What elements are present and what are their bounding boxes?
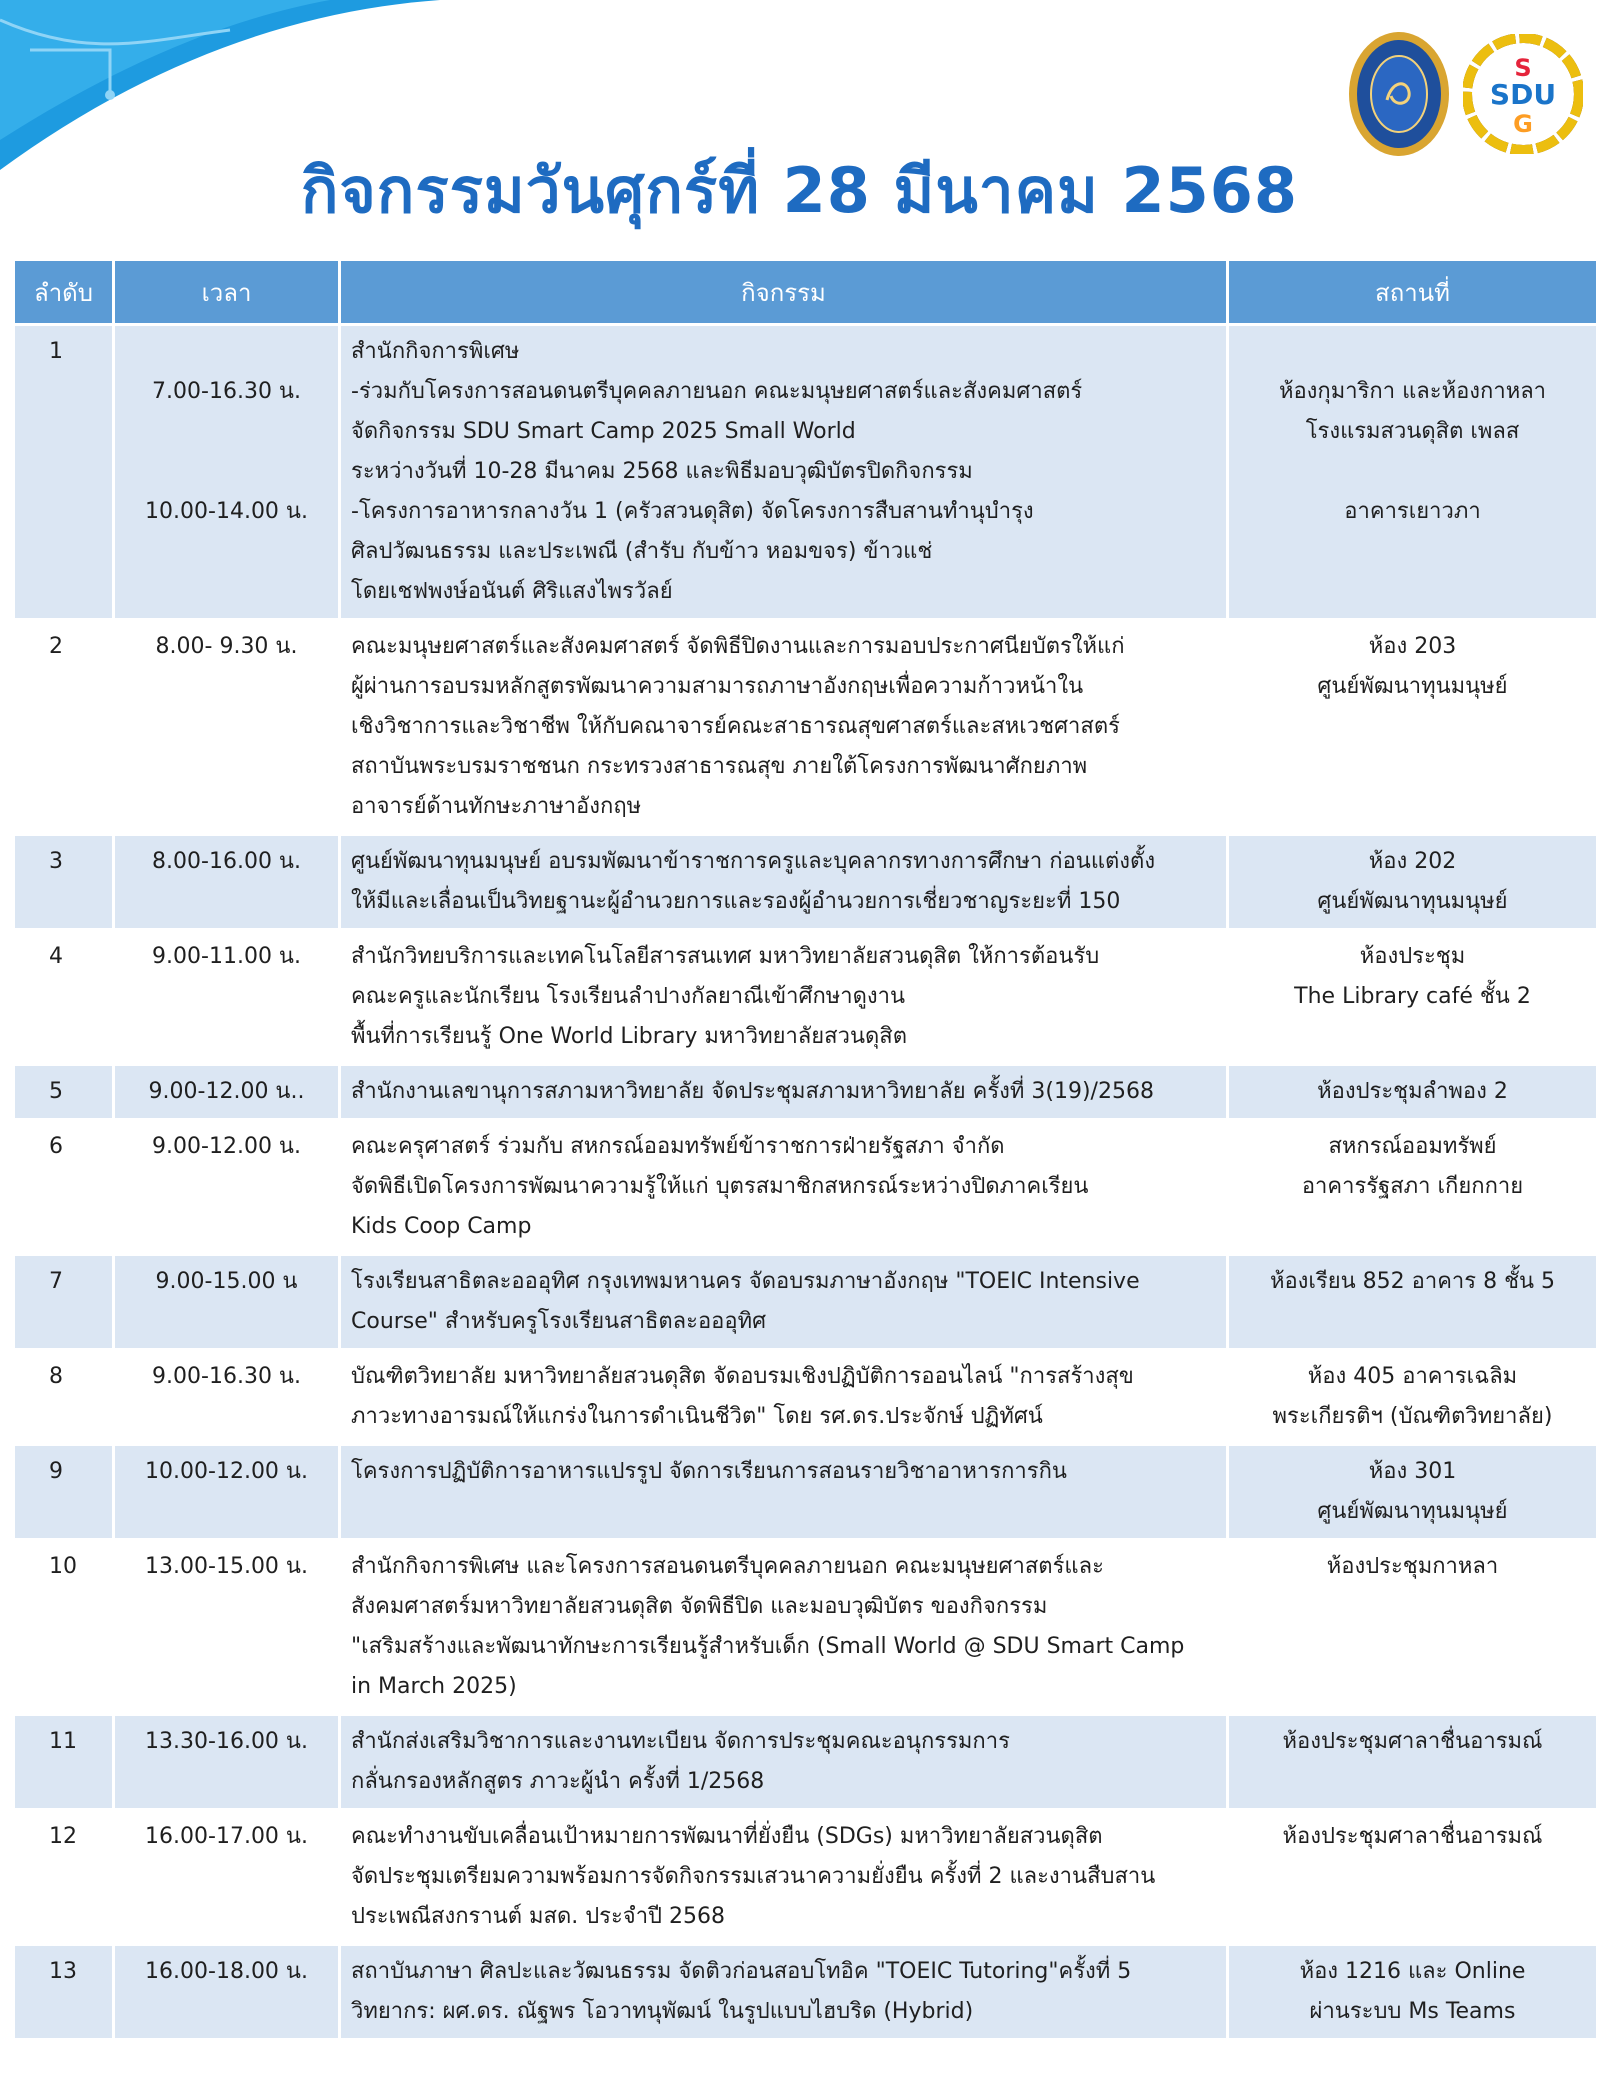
activity-cell-line: กลั่นกรองหลักสูตร ภาวะผู้นำ ครั้งที่ 1/2568: [351, 1769, 765, 1794]
table-row: [15, 621, 1596, 833]
place-cell-line: ห้อง 301: [1368, 1459, 1457, 1484]
table-row: [15, 1446, 1596, 1538]
schedule-table: [12, 258, 1599, 2041]
time-cell-line: 16.00-17.00 น.: [145, 1824, 308, 1849]
university-seal-icon: [1347, 30, 1451, 158]
activity-cell: [341, 1066, 1226, 1118]
activity-cell: [341, 1541, 1226, 1713]
activity-cell-line: ให้มีและเลื่อนเป็นวิทยฐานะผู้อำนวยการและรองผู้อำนวยการเชี่ยวชาญระยะที่ 150: [351, 889, 1121, 914]
activity-cell-line: สำนักส่งเสริมวิชาการและงานทะเบียน จัดการประชุมคณะอนุกรรมการ: [351, 1729, 1010, 1754]
time-cell: [115, 1946, 338, 2038]
activity-cell-line: พื้นที่การเรียนรู้ One World Library มหาวิทยาลัยสวนดุสิต: [351, 1024, 908, 1049]
page-title: กิจกรรมวันศุกร์ที่ 28 มีนาคม 2568: [300, 154, 1299, 227]
activity-cell-line: จัดประชุมเตรียมความพร้อมการจัดกิจกรรมเสวนาความยั่งยืน ครั้งที่ 2 และงานสืบสาน: [351, 1864, 1156, 1889]
time-cell: [115, 1256, 338, 1348]
activity-cell-line: คณะครูและนักเรียน โรงเรียนลำปางกัลยาณีเข้าศึกษาดูงาน: [351, 984, 906, 1009]
place-cell: [1229, 1446, 1596, 1538]
place-cell: [1229, 1811, 1596, 1943]
activity-cell: [341, 1716, 1226, 1808]
place-cell-line: ห้องประชุมศาลาชื่นอารมณ์: [1282, 1729, 1543, 1754]
place-cell-line: ศูนย์พัฒนาทุนมนุษย์: [1317, 889, 1508, 914]
schedule-table-wrapper: [12, 258, 1587, 2041]
row-number: 6: [15, 1121, 112, 1253]
time-cell-line: 9.00-15.00 น: [155, 1269, 298, 1294]
activity-cell-line: -โครงการอาหารกลางวัน 1 (ครัวสวนดุสิต) จัดโครงการสืบสานทำนุบำรุง: [351, 499, 1034, 524]
activity-cell-line: บัณฑิตวิทยาลัย มหาวิทยาลัยสวนดุสิต จัดอบรมเชิงปฏิบัติการออนไลน์ "การสร้างสุข: [351, 1364, 1134, 1389]
place-cell-line: สหกรณ์ออมทรัพย์: [1328, 1134, 1497, 1159]
table-row: [15, 1946, 1596, 2038]
row-number: 9: [15, 1446, 112, 1538]
activity-cell-line: อาจารย์ด้านทักษะภาษาอังกฤษ: [351, 794, 642, 819]
table-row: [15, 1121, 1596, 1253]
header-activity: กิจกรรม: [341, 261, 1226, 323]
place-cell-line: ศูนย์พัฒนาทุนมนุษย์: [1317, 674, 1508, 699]
sdu-logo-sdu: SDU: [1489, 78, 1557, 111]
row-number: 12: [15, 1811, 112, 1943]
time-cell-line: 10.00-12.00 น.: [145, 1459, 308, 1484]
activity-cell-line: Course" สำหรับครูโรงเรียนสาธิตละอออุทิศ: [351, 1309, 767, 1334]
header-no: ลำดับ: [15, 261, 112, 323]
activity-cell-line: ผู้ผ่านการอบรมหลักสูตรพัฒนาความสามารถภาษาอังกฤษเพื่อความก้าวหน้าใน: [351, 674, 1084, 699]
time-cell: [115, 1541, 338, 1713]
activity-cell-line: โรงเรียนสาธิตละอออุทิศ กรุงเทพมหานคร จัดอบรมภาษาอังกฤษ "TOEIC Intensive: [351, 1269, 1140, 1294]
table-row: [15, 1066, 1596, 1118]
header-time: เวลา: [115, 261, 338, 323]
row-number: 10: [15, 1541, 112, 1713]
row-number: 3: [15, 836, 112, 928]
activity-cell-line: สถาบันภาษา ศิลปะและวัฒนธรรม จัดติวก่อนสอบโทอิค "TOEIC Tutoring"ครั้งที่ 5: [351, 1959, 1132, 1984]
activity-cell: [341, 1946, 1226, 2038]
place-cell-line: [1239, 332, 1586, 372]
place-cell: [1229, 621, 1596, 833]
activity-cell: [341, 1351, 1226, 1443]
activity-cell-line: จัดกิจกรรม SDU Smart Camp 2025 Small World: [351, 419, 856, 444]
table-row: [15, 1351, 1596, 1443]
row-number: 5: [15, 1066, 112, 1118]
activity-cell-line: วิทยากร: ผศ.ดร. ณัฐพร โอวาทนุพัฒน์ ในรูปแบบไฮบริด (Hybrid): [351, 1999, 974, 2024]
activity-cell-line: ศิลปวัฒนธรรม และประเพณี (สำรับ กับข้าว หอมขจร) ข้าวแช่: [351, 539, 933, 564]
row-number: 4: [15, 931, 112, 1063]
header-place: สถานที่: [1229, 261, 1596, 323]
place-cell-line: [1239, 452, 1586, 492]
time-cell-line: 13.30-16.00 น.: [145, 1729, 308, 1754]
table-row: [15, 1256, 1596, 1348]
place-cell-line: ศูนย์พัฒนาทุนมนุษย์: [1317, 1499, 1508, 1524]
time-cell-line: 9.00-11.00 น.: [152, 944, 301, 969]
place-cell: [1229, 1946, 1596, 2038]
activity-cell-line: โดยเชฟพงษ์อนันต์ ศิริแสงไพรวัลย์: [351, 579, 673, 604]
time-cell-line: 7.00-16.30 น.: [152, 379, 301, 404]
place-cell-line: ห้องประชุมกาหลา: [1326, 1554, 1499, 1579]
time-cell-line: 8.00- 9.30 น.: [155, 634, 298, 659]
table-row: [15, 1716, 1596, 1808]
place-cell: [1229, 326, 1596, 618]
place-cell-line: ห้อง 405 อาคารเฉลิม: [1307, 1364, 1518, 1389]
place-cell-line: ห้องกุมาริกา และห้องกาหลา: [1278, 379, 1547, 404]
activity-cell-line: คณะทำงานขับเคลื่อนเป้าหมายการพัฒนาที่ยั่งยืน (SDGs) มหาวิทยาลัยสวนดุสิต: [351, 1824, 1103, 1849]
place-cell-line: ห้องประชุมศาลาชื่นอารมณ์: [1282, 1824, 1543, 1849]
activity-cell-line: สำนักกิจการพิเศษ และโครงการสอนดนตรีบุคคลภายนอก คณะมนุษยศาสตร์และ: [351, 1554, 1104, 1579]
activity-cell-line: ประเพณีสงกรานต์ มสด. ประจำปี 2568: [351, 1904, 725, 1929]
place-cell: [1229, 1256, 1596, 1348]
time-cell-line: 9.00-16.30 น.: [152, 1364, 301, 1389]
place-cell-line: โรงแรมสวนดุสิต เพลส: [1305, 419, 1520, 444]
place-cell-line: ห้อง 202: [1368, 849, 1457, 874]
place-cell-line: อาคารเยาวภา: [1344, 499, 1481, 524]
row-number: 7: [15, 1256, 112, 1348]
activity-cell-line: เชิงวิชาการและวิชาชีพ ให้กับคณาจารย์คณะสาธารณสุขศาสตร์และสหเวชศาสตร์: [351, 714, 1120, 739]
time-cell-line: 9.00-12.00 น..: [148, 1079, 305, 1104]
place-cell-line: ผ่านระบบ Ms Teams: [1309, 1999, 1516, 2024]
activity-cell-line: สถาบันพระบรมราชชนก กระทรวงสาธารณสุข ภายใต้โครงการพัฒนาศักยภาพ: [351, 754, 1088, 779]
activity-cell-line: ระหว่างวันที่ 10-28 มีนาคม 2568 และพิธีมอบวุฒิบัตรปิดกิจกรรม: [351, 459, 973, 484]
activity-cell-line: "เสริมสร้างและพัฒนาทักษะการเรียนรู้สำหรับเด็ก (Small World @ SDU Smart Camp: [351, 1634, 1185, 1659]
activity-cell-line: คณะครุศาสตร์ ร่วมกับ สหกรณ์ออมทรัพย์ข้าราชการฝ่ายรัฐสภา จำกัด: [351, 1134, 1005, 1159]
place-cell: [1229, 1716, 1596, 1808]
row-number: 11: [15, 1716, 112, 1808]
place-cell: [1229, 1541, 1596, 1713]
place-cell: [1229, 931, 1596, 1063]
time-cell-line: 8.00-16.00 น.: [152, 849, 301, 874]
time-cell: [115, 1121, 338, 1253]
sdu-sdg-logo-icon: [1463, 34, 1583, 154]
table-row: [15, 836, 1596, 928]
logos: [1347, 30, 1583, 158]
time-cell-line: 9.00-12.00 น.: [152, 1134, 301, 1159]
activity-cell: [341, 621, 1226, 833]
activity-cell: [341, 836, 1226, 928]
activity-cell-line: in March 2025): [351, 1674, 517, 1699]
time-cell: [115, 1446, 338, 1538]
place-cell-line: ห้องเรียน 852 อาคาร 8 ชั้น 5: [1269, 1269, 1556, 1294]
activity-cell-line: ภาวะทางอารมณ์ให้แกร่งในการดำเนินชีวิต" โดย รศ.ดร.ประจักษ์ ปฏิทัศน์: [351, 1404, 1043, 1429]
time-cell-line: 16.00-18.00 น.: [145, 1959, 308, 1984]
sdu-logo-s: S: [1514, 54, 1532, 82]
activity-cell-line: คณะมนุษยศาสตร์และสังคมศาสตร์ จัดพิธีปิดงานและการมอบประกาศนียบัตรให้แก่: [351, 634, 1125, 659]
place-cell-line: ห้อง 1216 และ Online: [1299, 1959, 1526, 1984]
activity-cell-line: จัดพิธีเปิดโครงการพัฒนาความรู้ให้แก่ บุตรสมาชิกสหกรณ์ระหว่างปิดภาคเรียน: [351, 1174, 1089, 1199]
time-cell: [115, 836, 338, 928]
activity-cell-line: Kids Coop Camp: [351, 1214, 532, 1239]
row-number: 1: [15, 326, 112, 618]
table-header-row: [15, 261, 1596, 323]
time-cell-line: [125, 452, 328, 492]
sdu-logo-g: G: [1513, 110, 1533, 138]
time-cell: [115, 1351, 338, 1443]
table-row: [15, 931, 1596, 1063]
activity-cell-line: -ร่วมกับโครงการสอนดนตรีบุคคลภายนอก คณะมนุษยศาสตร์และสังคมศาสตร์: [351, 379, 1083, 404]
row-number: 13: [15, 1946, 112, 2038]
time-cell: [115, 931, 338, 1063]
activity-cell: [341, 1121, 1226, 1253]
activity-cell: [341, 1811, 1226, 1943]
table-body: [15, 326, 1596, 2038]
activity-cell-line: สังคมศาสตร์มหาวิทยาลัยสวนดุสิต จัดพิธีปิด และมอบวุฒิบัตร ของกิจกรรม: [351, 1594, 1048, 1619]
table-row: [15, 326, 1596, 618]
place-cell-line: ห้องประชุมลำพอง 2: [1317, 1079, 1508, 1104]
activity-cell-line: สำนักกิจการพิเศษ: [351, 339, 520, 364]
time-cell-line: [125, 332, 328, 372]
time-cell: [115, 621, 338, 833]
place-cell: [1229, 1351, 1596, 1443]
time-cell-line: 10.00-14.00 น.: [145, 499, 308, 524]
time-cell-line: [125, 412, 328, 452]
place-cell-line: พระเกียรติฯ (บัณฑิตวิทยาลัย): [1272, 1404, 1553, 1429]
time-cell: [115, 326, 338, 618]
time-cell: [115, 1716, 338, 1808]
place-cell: [1229, 836, 1596, 928]
place-cell: [1229, 1121, 1596, 1253]
activity-cell: [341, 1446, 1226, 1538]
activity-cell-line: โครงการปฏิบัติการอาหารแปรรูป จัดการเรียนการสอนรายวิชาอาหารการกิน: [351, 1459, 1067, 1484]
activity-cell-line: ศูนย์พัฒนาทุนมนุษย์ อบรมพัฒนาข้าราชการครูและบุคลากรทางการศึกษา ก่อนแต่งตั้ง: [351, 849, 1156, 874]
time-cell: [115, 1066, 338, 1118]
activity-cell-line: สำนักวิทยบริการและเทคโนโลยีสารสนเทศ มหาวิทยาลัยสวนดุสิต ให้การต้อนรับ: [351, 944, 1100, 969]
time-cell-line: 13.00-15.00 น.: [145, 1554, 308, 1579]
place-cell-line: The Library café ชั้น 2: [1294, 984, 1531, 1009]
place-cell-line: ห้องประชุม: [1359, 944, 1466, 969]
place-cell-line: อาคารรัฐสภา เกียกกาย: [1301, 1174, 1524, 1199]
time-cell: [115, 1811, 338, 1943]
activity-cell-line: สำนักงานเลขานุการสภามหาวิทยาลัย จัดประชุมสภามหาวิทยาลัย ครั้งที่ 3(19)/2568: [351, 1079, 1154, 1104]
place-cell: [1229, 1066, 1596, 1118]
row-number: 2: [15, 621, 112, 833]
table-row: [15, 1811, 1596, 1943]
row-number: 8: [15, 1351, 112, 1443]
place-cell-line: ห้อง 203: [1368, 634, 1457, 659]
activity-cell: [341, 326, 1226, 618]
activity-cell: [341, 931, 1226, 1063]
table-row: [15, 1541, 1596, 1713]
activity-cell: [341, 1256, 1226, 1348]
